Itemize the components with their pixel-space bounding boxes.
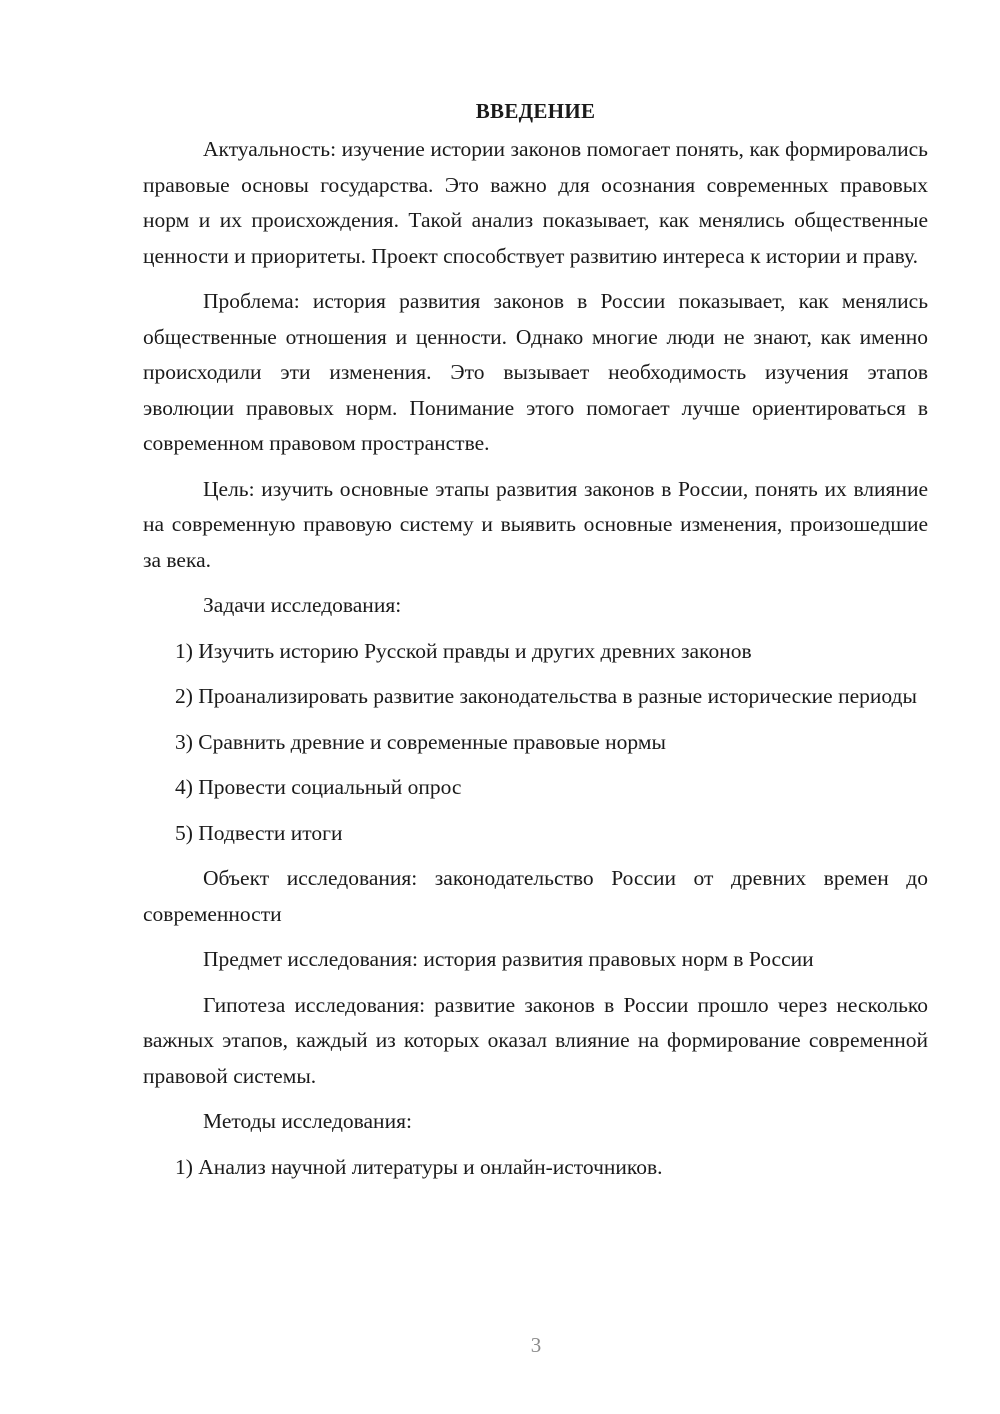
tasks-title: Задачи исследования:: [203, 593, 402, 617]
task-item-1: 1) Изучить историю Русской правды и других древних законов: [175, 638, 752, 663]
methods-title: Методы исследования:: [203, 1109, 412, 1133]
page-title: ВВЕДЕНИЕ: [475, 99, 596, 123]
page-number: 3: [530, 1333, 542, 1357]
paragraph-hypothesis: Гипотеза исследования: развитие законов в России прошло через несколько важных этапов, каждый из которых оказал влияние на формирование современной правовой системы.: [143, 992, 928, 1088]
paragraph-object: Объект исследования: законодательство России от древних времен до современности: [143, 866, 928, 926]
document-page: [143, 96, 928, 1195]
paragraph-goal: Цель: изучить основные этапы развития законов в России, понять их влияние на современную правовую систему и выявить основные изменения, произошедшие за века.: [143, 476, 928, 572]
task-item-3: 3) Сравнить древние и современные правовые нормы: [175, 729, 666, 754]
paragraph-subject: Предмет исследования: история развития правовых норм в России: [203, 947, 814, 971]
paragraph-relevance: Актуальность: изучение истории законов помогает понять, как формировались правовые основы государства. Это важно для осознания современных правовых норм и их происхождения. Такой анализ показывает, как менялись общественные ценности и приоритеты. Проект способствует развитию интереса к истории и праву.: [143, 137, 928, 268]
method-item-1: 1) Анализ научной литературы и онлайн-источников.: [175, 1154, 663, 1179]
task-item-5: 5) Подвести итоги: [175, 820, 343, 845]
paragraph-problem: Проблема: история развития законов в России показывает, как менялись общественные отношения и ценности. Однако многие люди не знают, как именно происходили эти изменения. Это вызывает необходимость изучения этапов эволюции правовых норм. Понимание этого помогает лучше ориентироваться в современном правовом пространстве.: [143, 289, 928, 455]
task-item-2: 2) Проанализировать развитие законодательства в разные исторические периоды: [175, 684, 917, 708]
task-item-4: 4) Провести социальный опрос: [175, 775, 462, 799]
